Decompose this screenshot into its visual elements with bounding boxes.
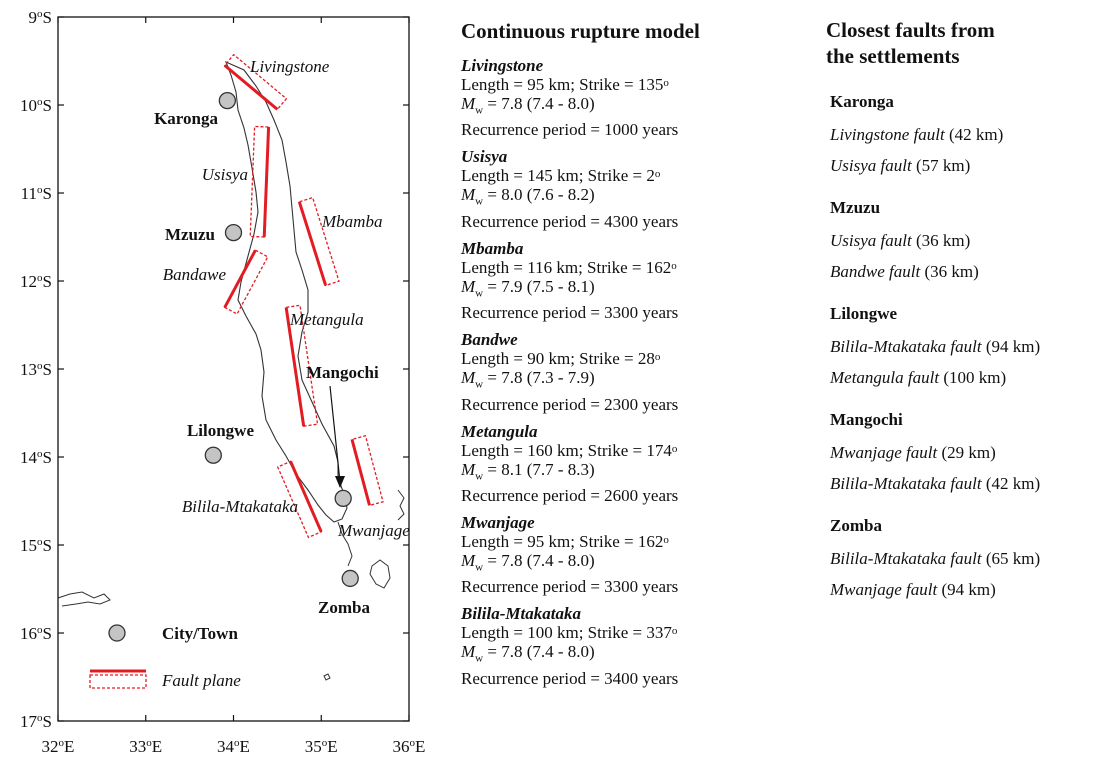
lake-chilwa (370, 560, 390, 588)
fault-labels-layer (163, 57, 411, 540)
lat-label: 12$^o$S (20, 272, 52, 291)
rupture-fault-name: Mbamba (461, 238, 524, 258)
settlements-title-line2: the settlements (826, 44, 960, 68)
rupture-length-strike: Length = 145 km; Strike = $2^o$ (461, 166, 661, 186)
mangochi-arrow (330, 386, 340, 482)
fault-trace-mwanjage (352, 439, 370, 505)
rupture-length-strike: Length = 160 km; Strike = $174^o$ (461, 440, 678, 460)
rupture-recurrence: Recurrence period = 2300 years (461, 394, 679, 414)
closest-fault: Livingstone fault (42 km) (830, 125, 1004, 144)
rupture-magnitude: $M_w = 7.8$ (7.4 - 8.0) (461, 550, 595, 574)
rupture-length-strike: Length = 95 km; Strike = $162^o$ (461, 531, 669, 551)
rupture-recurrence: Recurrence period = 3300 years (461, 303, 679, 323)
city-marker-lilongwe (205, 447, 221, 463)
lat-label: 17$^o$S (20, 712, 52, 731)
closest-fault: Mwanjage fault (94 km) (830, 580, 996, 599)
rupture-length-strike: Length = 100 km; Strike = $337^o$ (461, 623, 678, 643)
rupture-magnitude: $M_w = 7.8$ (7.3 - 7.9) (461, 368, 595, 391)
city-marker-mzuzu (226, 225, 242, 241)
rupture-magnitude: $M_w = 7.9$ (7.5 - 8.1) (461, 276, 595, 300)
settlements-title-line1: Closest faults from (826, 18, 995, 42)
mangochi-arrowhead (335, 476, 345, 488)
rupture-fault-name: Usisya (461, 147, 508, 167)
settlements-panel (826, 17, 1098, 610)
western-river (58, 592, 110, 606)
settlement-name: Mangochi (830, 410, 903, 429)
settlement-group (830, 91, 1098, 177)
lat-label: 13$^o$S (20, 360, 52, 379)
legend-fault-label: Fault plane (162, 671, 241, 690)
rupture-recurrence: Recurrence period = 3400 years (461, 668, 679, 688)
rupture-fault-name: Bandwe (461, 330, 518, 350)
axis-labels (20, 8, 425, 756)
rupture-magnitude: $M_w = 8.0$ (7.6 - 8.2) (461, 185, 595, 208)
settlements-list (826, 91, 1098, 601)
lat-label: 15$^o$S (20, 536, 52, 555)
city-label-karonga: Karonga (154, 109, 218, 128)
lat-label: 10$^o$S (20, 96, 52, 115)
rupture-fault-name: Metangula (461, 421, 538, 441)
rupture-fault-name: Livingstone (461, 56, 544, 75)
rupture-recurrence: Recurrence period = 1000 years (461, 120, 679, 140)
lon-label: 35$^o$E (304, 737, 338, 756)
city-marker-mangochi (335, 490, 351, 506)
lon-label: 32$^o$E (41, 737, 75, 756)
rupture-recurrence: Recurrence period = 2600 years (461, 485, 679, 505)
settlement-group (830, 515, 1098, 601)
fault-trace-usisya (264, 127, 268, 237)
rupture-entry (461, 147, 781, 230)
rupture-fault-name: Bilila-Mtakataka (461, 604, 581, 624)
fault-plane-mbamba (299, 198, 339, 286)
closest-fault: Usisya fault (36 km) (830, 231, 971, 250)
lon-label: 33$^o$E (129, 737, 163, 756)
eastern-shore-fragment (398, 490, 404, 520)
legend (90, 624, 241, 690)
fault-label-mwanjage: Mwanjage (338, 521, 410, 540)
legend-city-label: City/Town (162, 624, 238, 643)
rupture-entry (461, 56, 781, 139)
fault-label-metangula: Metangula (290, 310, 364, 329)
settlement-name: Lilongwe (830, 304, 898, 323)
rupture-entry (461, 330, 781, 413)
closest-fault: Bilila-Mtakataka fault (65 km) (830, 549, 1041, 568)
fault-label-bilila-mtakataka: Bilila-Mtakataka (181, 497, 298, 516)
rupture-model-panel (461, 18, 781, 688)
settlement-name: Zomba (830, 516, 882, 535)
lon-label: 36$^o$E (392, 737, 426, 756)
rupture-fault-name: Mwanjage (461, 512, 535, 532)
settlement-name: Karonga (830, 92, 894, 111)
city-marker-zomba (342, 570, 358, 586)
fault-label-bandawe: Bandawe (162, 265, 226, 284)
fault-label-mbamba: Mbamba (322, 212, 383, 231)
legend-fault-dashed (90, 675, 146, 688)
settlement-group (830, 303, 1098, 389)
lat-label: 14$^o$S (20, 448, 52, 467)
fault-plane-bandawe (225, 250, 268, 314)
rupture-entry (461, 513, 781, 596)
closest-fault: Metangula fault (100 km) (830, 368, 1007, 387)
fault-map (0, 0, 440, 762)
rupture-recurrence: Recurrence period = 4300 years (461, 211, 679, 231)
rupture-list (461, 56, 781, 688)
settlement-group (830, 409, 1098, 495)
settlement-name: Mzuzu (830, 198, 881, 217)
lat-label: 9$^o$S (28, 8, 52, 27)
fault-label-usisya: Usisya (201, 165, 248, 184)
rupture-magnitude: $M_w = 7.8$ (7.4 - 8.0) (461, 94, 595, 117)
city-label-mangochi: Mangochi (306, 363, 379, 382)
lake-malawi-shoreline (226, 62, 347, 522)
city-label-zomba: Zomba (318, 598, 370, 617)
faults-layer (225, 55, 383, 538)
rupture-length-strike: Length = 90 km; Strike = $28^o$ (461, 349, 661, 369)
city-label-mzuzu: Mzuzu (164, 225, 215, 244)
rupture-entry (461, 422, 781, 505)
rupture-recurrence: Recurrence period = 3300 years (461, 577, 679, 597)
legend-city-symbol (109, 625, 125, 641)
lat-label: 16$^o$S (20, 624, 52, 643)
rupture-length-strike: Length = 116 km; Strike = $162^o$ (461, 257, 677, 277)
islet (324, 674, 330, 680)
lat-label: 11$^o$S (20, 184, 52, 203)
lon-label: 34$^o$E (217, 737, 250, 756)
rupture-entry (461, 604, 781, 687)
rupture-magnitude: $M_w = 8.1$ (7.7 - 8.3) (461, 459, 595, 482)
city-marker-karonga (219, 93, 235, 109)
closest-fault: Bilila-Mtakataka fault (42 km) (830, 474, 1041, 493)
rupture-model-title: Continuous rupture model (461, 19, 700, 43)
settlement-group (830, 197, 1098, 283)
rupture-entry (461, 239, 781, 322)
closest-fault: Usisya fault (57 km) (830, 156, 971, 175)
city-label-lilongwe: Lilongwe (186, 421, 254, 440)
fault-label-livingstone: Livingstone (250, 57, 330, 76)
closest-fault: Bandwe fault (36 km) (830, 262, 979, 281)
closest-fault: Bilila-Mtakataka fault (94 km) (830, 337, 1041, 356)
fault-trace-bandawe (225, 250, 256, 307)
closest-fault: Mwanjage fault (29 km) (830, 443, 996, 462)
rupture-length-strike: Length = 95 km; Strike = $135^o$ (461, 75, 669, 94)
rupture-magnitude: $M_w = 7.8$ (7.4 - 8.0) (461, 642, 595, 665)
